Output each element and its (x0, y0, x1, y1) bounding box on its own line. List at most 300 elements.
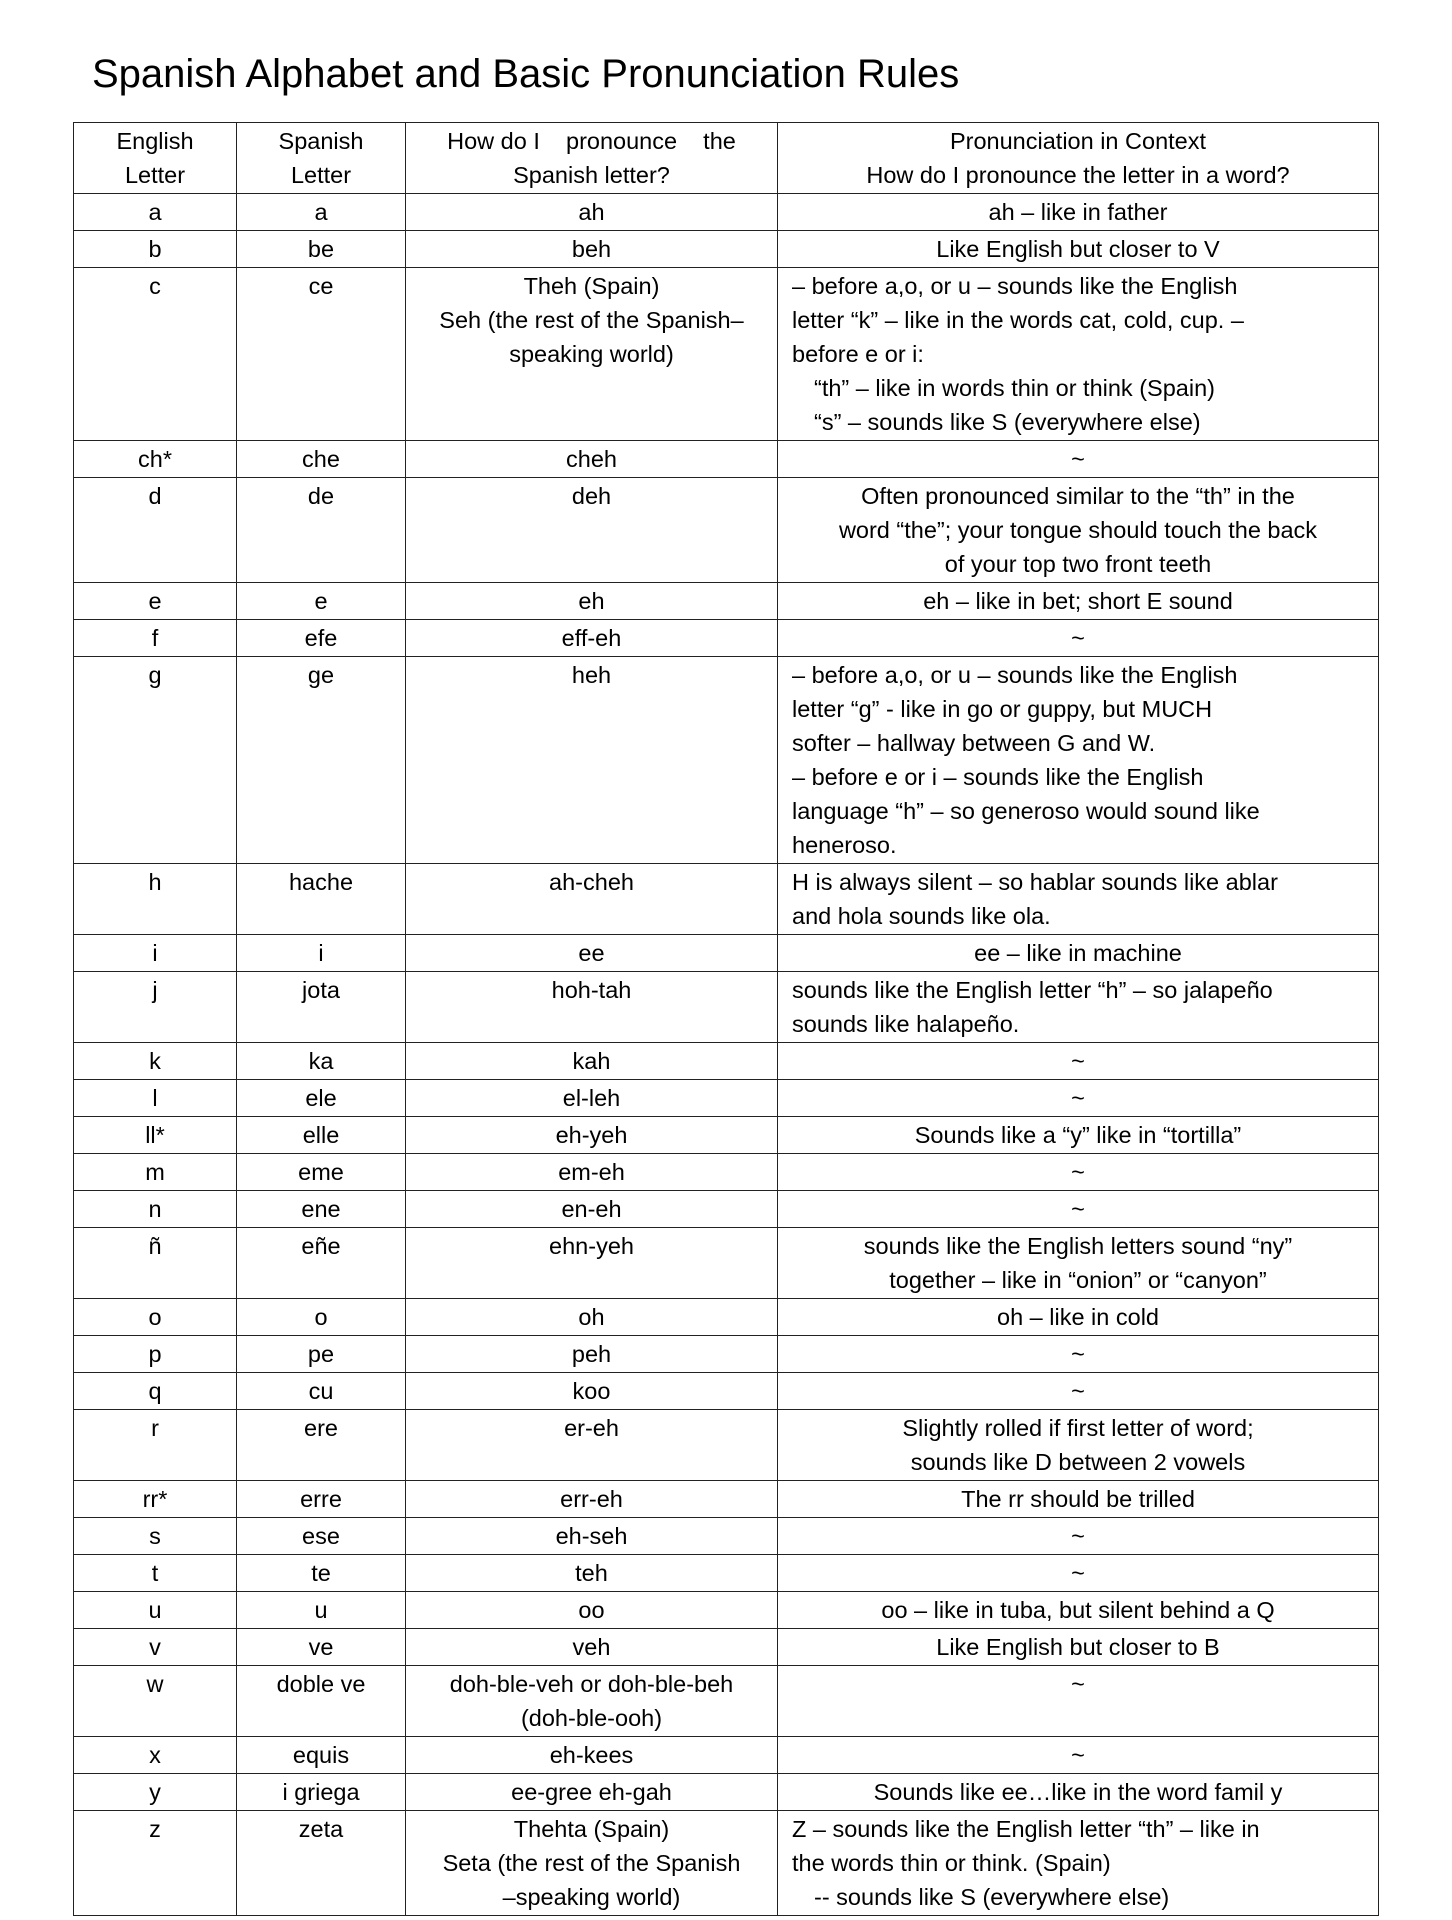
spanish-letter: ve (308, 1634, 334, 1660)
table-row (74, 1555, 1379, 1592)
context-line: ~ (1071, 1341, 1085, 1367)
english-letter-cell (74, 1592, 237, 1629)
english-letter-cell (74, 972, 237, 1043)
table-row (74, 657, 1379, 864)
context-cell (778, 1666, 1379, 1737)
context-cell (778, 1518, 1379, 1555)
context-line: letter “g” - like in go or guppy, but MUCH (792, 696, 1213, 722)
english-letter-cell (74, 1043, 237, 1080)
context-line: word “the”; your tongue should touch the back (838, 517, 1318, 543)
header-spanish-letter (237, 123, 406, 194)
english-letter: z (149, 1816, 161, 1842)
table-row (74, 1481, 1379, 1518)
pronounce-line: eh-kees (549, 1742, 634, 1768)
spanish-letter-cell (237, 1373, 406, 1410)
english-letter: ñ (148, 1233, 162, 1259)
header-line: Letter (124, 162, 186, 188)
context-cell (778, 864, 1379, 935)
pronounce-cell (406, 1043, 778, 1080)
context-line: heneroso. (792, 832, 897, 858)
table-row (74, 935, 1379, 972)
context-line: ~ (1071, 1159, 1085, 1185)
header-line: Spanish (278, 128, 364, 154)
table-row (74, 268, 1379, 441)
pronounce-cell (406, 1336, 778, 1373)
pronounce-cell (406, 972, 778, 1043)
pronounce-cell (406, 935, 778, 972)
spanish-letter-cell (237, 1592, 406, 1629)
table-row (74, 620, 1379, 657)
english-letter-cell (74, 657, 237, 864)
context-line: Sounds like a “y” like in “tortilla” (914, 1122, 1242, 1148)
context-line: Like English but closer to B (936, 1634, 1220, 1660)
table-row (74, 1518, 1379, 1555)
spanish-letter-cell (237, 657, 406, 864)
spanish-letter-cell (237, 1811, 406, 1916)
pronounce-line: oh (578, 1304, 605, 1330)
context-cell (778, 1117, 1379, 1154)
spanish-letter: efe (304, 625, 338, 651)
page-title: Spanish Alphabet and Basic Pronunciation Rules (92, 52, 960, 96)
english-letter: u (148, 1597, 162, 1623)
context-line: ~ (1071, 446, 1085, 472)
pronounce-cell (406, 1518, 778, 1555)
spanish-letter-cell (237, 231, 406, 268)
pronounce-line: koo (572, 1378, 611, 1404)
spanish-letter: che (302, 446, 340, 472)
spanish-letter-cell (237, 1080, 406, 1117)
table-row (74, 194, 1379, 231)
pronounce-line: eh-seh (555, 1523, 628, 1549)
english-letter-cell (74, 1191, 237, 1228)
spanish-letter: erre (300, 1486, 342, 1512)
context-line: ~ (1071, 1378, 1085, 1404)
english-letter-cell (74, 1228, 237, 1299)
spanish-letter-cell (237, 1336, 406, 1373)
spanish-letter: elle (302, 1122, 340, 1148)
context-cell (778, 1191, 1379, 1228)
context-cell (778, 583, 1379, 620)
spanish-letter: cu (308, 1378, 334, 1404)
spanish-letter: i (318, 940, 324, 966)
context-cell (778, 231, 1379, 268)
pronounce-line: oo (578, 1597, 605, 1623)
table-row (74, 583, 1379, 620)
context-cell (778, 441, 1379, 478)
context-line: sounds like the English letters sound “ny” (863, 1233, 1293, 1259)
pronounce-cell (406, 268, 778, 441)
spanish-letter-cell (237, 194, 406, 231)
english-letter-cell (74, 620, 237, 657)
english-letter: r (151, 1415, 159, 1441)
context-line: “s” – sounds like S (everywhere else) (814, 409, 1201, 435)
table-body (74, 194, 1379, 1916)
spanish-letter: i griega (282, 1779, 360, 1805)
spanish-letter-cell (237, 864, 406, 935)
spanish-letter-cell (237, 1666, 406, 1737)
context-cell (778, 1737, 1379, 1774)
pronounce-cell (406, 1811, 778, 1916)
pronounce-cell (406, 1228, 778, 1299)
context-line: Slightly rolled if first letter of word; (902, 1415, 1254, 1441)
context-cell (778, 1080, 1379, 1117)
english-letter: ll* (145, 1122, 165, 1148)
english-letter-cell (74, 1080, 237, 1117)
pronounce-line: Seta (the rest of the Spanish (442, 1850, 741, 1876)
english-letter-cell (74, 1410, 237, 1481)
english-letter: o (148, 1304, 162, 1330)
table-row (74, 1666, 1379, 1737)
spanish-letter: ele (305, 1085, 337, 1111)
context-line: The rr should be trilled (961, 1486, 1195, 1512)
pronounce-line: em-eh (558, 1159, 625, 1185)
header-line: Pronunciation in Context (949, 128, 1207, 154)
table-row (74, 1043, 1379, 1080)
context-cell (778, 1228, 1379, 1299)
pronounce-cell (406, 1191, 778, 1228)
spanish-letter-cell (237, 935, 406, 972)
context-line: H is always silent – so hablar sounds like ablar (792, 869, 1278, 895)
context-line: – before a,o, or u – sounds like the English (792, 662, 1238, 688)
context-line: ah – like in father (988, 199, 1168, 225)
context-line: ~ (1071, 1671, 1085, 1697)
pronounce-line: beh (571, 236, 612, 262)
spanish-letter: ge (307, 662, 335, 688)
context-line: – before e or i – sounds like the English (792, 764, 1204, 790)
pronounce-cell (406, 1154, 778, 1191)
english-letter-cell (74, 1154, 237, 1191)
spanish-letter: ene (301, 1196, 341, 1222)
context-cell (778, 1592, 1379, 1629)
pronounce-line: kah (572, 1048, 611, 1074)
spanish-letter-cell (237, 1629, 406, 1666)
pronounce-line: Theh (Spain) (523, 273, 660, 299)
english-letter-cell (74, 231, 237, 268)
pronounce-line: teh (575, 1560, 608, 1586)
pronounce-cell (406, 1774, 778, 1811)
spanish-letter-cell (237, 1117, 406, 1154)
pronounce-line: ah-cheh (549, 869, 634, 895)
table-row (74, 1737, 1379, 1774)
english-letter-cell (74, 1518, 237, 1555)
english-letter-cell (74, 478, 237, 583)
context-cell (778, 1555, 1379, 1592)
spanish-letter: pe (307, 1341, 335, 1367)
pronounce-line: veh (572, 1634, 611, 1660)
english-letter: m (145, 1159, 165, 1185)
pronounce-cell (406, 441, 778, 478)
pronounce-cell (406, 1629, 778, 1666)
pronounce-cell (406, 1737, 778, 1774)
english-letter-cell (74, 864, 237, 935)
context-cell (778, 1336, 1379, 1373)
context-line: Sounds like ee…like in the word famil y (873, 1779, 1283, 1805)
header-pronunciation-context (778, 123, 1379, 194)
pronounce-cell (406, 1080, 778, 1117)
english-letter: rr* (142, 1486, 168, 1512)
table-row (74, 478, 1379, 583)
context-cell (778, 268, 1379, 441)
alphabet-table (73, 122, 1379, 1916)
english-letter: b (148, 236, 162, 262)
context-cell (778, 1774, 1379, 1811)
header-english-letter (74, 123, 237, 194)
spanish-letter-cell (237, 583, 406, 620)
english-letter: c (149, 273, 161, 299)
spanish-letter-cell (237, 1043, 406, 1080)
context-cell (778, 1481, 1379, 1518)
english-letter-cell (74, 194, 237, 231)
english-letter-cell (74, 935, 237, 972)
english-letter: t (151, 1560, 159, 1586)
context-line: and hola sounds like ola. (792, 903, 1051, 929)
spanish-letter: u (314, 1597, 328, 1623)
english-letter: i (152, 940, 158, 966)
pronounce-cell (406, 583, 778, 620)
context-line: sounds like D between 2 vowels (910, 1449, 1246, 1475)
spanish-letter-cell (237, 1410, 406, 1481)
context-line: eh – like in bet; short E sound (923, 588, 1233, 614)
spanish-letter: jota (302, 977, 340, 1003)
pronounce-cell (406, 1373, 778, 1410)
table-row (74, 1811, 1379, 1916)
pronounce-cell (406, 1555, 778, 1592)
english-letter: f (151, 625, 159, 651)
english-letter-cell (74, 441, 237, 478)
context-line: Often pronounced similar to the “th” in the (861, 483, 1295, 509)
english-letter-cell (74, 1373, 237, 1410)
english-letter: x (149, 1742, 161, 1768)
table-row (74, 441, 1379, 478)
pronounce-line: ah (578, 199, 605, 225)
table-row (74, 864, 1379, 935)
pronounce-line: eh (578, 588, 605, 614)
english-letter: v (149, 1634, 161, 1660)
context-line: -- sounds like S (everywhere else) (814, 1884, 1170, 1910)
context-cell (778, 620, 1379, 657)
pronounce-cell (406, 864, 778, 935)
context-line: ~ (1071, 1523, 1085, 1549)
pronounce-line: er-eh (564, 1415, 619, 1441)
context-cell (778, 1154, 1379, 1191)
header-line: How do I pronounce the (447, 128, 736, 154)
table-row (74, 1629, 1379, 1666)
pronounce-line: err-eh (560, 1486, 623, 1512)
context-line: – before a,o, or u – sounds like the English (792, 273, 1238, 299)
header-row (74, 123, 1379, 194)
context-line: Z – sounds like the English letter “th” – like in (792, 1816, 1260, 1842)
spanish-letter: ka (308, 1048, 334, 1074)
english-letter: d (148, 483, 162, 509)
header-line: Spanish letter? (513, 162, 670, 188)
english-letter-cell (74, 1666, 237, 1737)
pronounce-cell (406, 1592, 778, 1629)
english-letter: y (149, 1779, 161, 1805)
pronounce-line: cheh (566, 446, 617, 472)
english-letter: g (148, 662, 162, 688)
table-row (74, 972, 1379, 1043)
pronounce-line: ehn-yeh (549, 1233, 634, 1259)
spanish-letter: doble ve (276, 1671, 366, 1697)
pronounce-line: (doh-ble-ooh) (520, 1705, 663, 1731)
spanish-letter: a (314, 199, 328, 225)
spanish-letter-cell (237, 1737, 406, 1774)
table-row (74, 231, 1379, 268)
english-letter: ch* (138, 446, 172, 472)
header-how-pronounce (406, 123, 778, 194)
english-letter-cell (74, 1774, 237, 1811)
context-line: oh – like in cold (997, 1304, 1159, 1330)
spanish-letter: equis (292, 1742, 350, 1768)
spanish-letter: eñe (301, 1233, 341, 1259)
table-row (74, 1154, 1379, 1191)
spanish-letter: ere (304, 1415, 338, 1441)
pronounce-line: en-eh (561, 1196, 622, 1222)
context-line: ee – like in machine (974, 940, 1182, 966)
english-letter-cell (74, 583, 237, 620)
context-cell (778, 1629, 1379, 1666)
spanish-letter: o (314, 1304, 328, 1330)
spanish-letter-cell (237, 620, 406, 657)
english-letter: k (149, 1048, 161, 1074)
context-cell (778, 972, 1379, 1043)
pronounce-line: hoh-tah (551, 977, 632, 1003)
spanish-letter-cell (237, 1228, 406, 1299)
pronounce-line: eff-eh (561, 625, 622, 651)
table-row (74, 1592, 1379, 1629)
context-line: oo – like in tuba, but silent behind a Q (881, 1597, 1275, 1623)
spanish-letter-cell (237, 1191, 406, 1228)
spanish-letter: ese (302, 1523, 340, 1549)
context-line: “th” – like in words thin or think (Spain) (814, 375, 1215, 401)
spanish-letter-cell (237, 441, 406, 478)
context-line: sounds like halapeño. (792, 1011, 1020, 1037)
context-line: ~ (1071, 625, 1085, 651)
table-row (74, 1336, 1379, 1373)
context-line: the words thin or think. (Spain) (792, 1850, 1111, 1876)
english-letter: p (148, 1341, 162, 1367)
pronounce-line: heh (571, 662, 612, 688)
pronounce-cell (406, 1299, 778, 1336)
spanish-letter-cell (237, 1481, 406, 1518)
english-letter: l (152, 1085, 158, 1111)
table-row (74, 1228, 1379, 1299)
pronounce-line: –speaking world) (502, 1884, 681, 1910)
english-letter-cell (74, 268, 237, 441)
header-line: English (116, 128, 194, 154)
table-row (74, 1373, 1379, 1410)
pronounce-cell (406, 657, 778, 864)
spanish-letter-cell (237, 478, 406, 583)
english-letter: n (148, 1196, 162, 1222)
context-cell (778, 478, 1379, 583)
context-line: together – like in “onion” or “canyon” (889, 1267, 1267, 1293)
english-letter-cell (74, 1811, 237, 1916)
english-letter: a (148, 199, 162, 225)
context-cell (778, 1299, 1379, 1336)
spanish-letter: te (311, 1560, 331, 1586)
pronounce-line: doh-ble-veh or doh-ble-beh (449, 1671, 734, 1697)
context-cell (778, 935, 1379, 972)
context-cell (778, 194, 1379, 231)
pronounce-cell (406, 194, 778, 231)
spanish-letter: zeta (298, 1816, 344, 1842)
pronounce-line: el-leh (562, 1085, 621, 1111)
spanish-letter-cell (237, 1555, 406, 1592)
spanish-letter-cell (237, 1299, 406, 1336)
english-letter: h (148, 869, 162, 895)
context-line: sounds like the English letter “h” – so jalapeño (792, 977, 1273, 1003)
pronounce-cell (406, 620, 778, 657)
spanish-letter-cell (237, 268, 406, 441)
pronounce-line: peh (571, 1341, 612, 1367)
table-row (74, 1410, 1379, 1481)
spanish-letter: e (314, 588, 328, 614)
pronounce-cell (406, 231, 778, 268)
english-letter: j (152, 977, 158, 1003)
context-line: before e or i: (792, 341, 924, 367)
table-row (74, 1117, 1379, 1154)
pronounce-line: Seh (the rest of the Spanish– (439, 307, 744, 333)
context-line: ~ (1071, 1085, 1085, 1111)
pronounce-cell (406, 478, 778, 583)
spanish-letter-cell (237, 1518, 406, 1555)
pronounce-line: Thehta (Spain) (513, 1816, 670, 1842)
english-letter-cell (74, 1117, 237, 1154)
pronounce-cell (406, 1410, 778, 1481)
context-line: ~ (1071, 1742, 1085, 1768)
table-row (74, 1080, 1379, 1117)
english-letter: w (146, 1671, 164, 1697)
pronounce-line: ee-gree eh-gah (511, 1779, 672, 1805)
spanish-letter: ce (308, 273, 334, 299)
pronounce-cell (406, 1666, 778, 1737)
english-letter-cell (74, 1555, 237, 1592)
context-cell (778, 1043, 1379, 1080)
english-letter: s (149, 1523, 161, 1549)
context-cell (778, 1373, 1379, 1410)
spanish-letter: eme (298, 1159, 344, 1185)
pronounce-line: eh-yeh (555, 1122, 628, 1148)
context-cell (778, 657, 1379, 864)
spanish-letter-cell (237, 972, 406, 1043)
spanish-letter-cell (237, 1774, 406, 1811)
table-row (74, 1191, 1379, 1228)
context-line: softer – hallway between G and W. (792, 730, 1156, 756)
context-line: ~ (1071, 1196, 1085, 1222)
english-letter-cell (74, 1737, 237, 1774)
english-letter: e (148, 588, 162, 614)
table-row (74, 1774, 1379, 1811)
context-line: ~ (1071, 1560, 1085, 1586)
english-letter-cell (74, 1629, 237, 1666)
context-cell (778, 1811, 1379, 1916)
pronounce-line: speaking world) (509, 341, 674, 367)
pronounce-line: ee (578, 940, 605, 966)
spanish-letter-cell (237, 1154, 406, 1191)
context-line: ~ (1071, 1048, 1085, 1074)
english-letter-cell (74, 1481, 237, 1518)
spanish-letter: be (307, 236, 335, 262)
context-line: language “h” – so generoso would sound like (792, 798, 1260, 824)
pronounce-cell (406, 1481, 778, 1518)
english-letter-cell (74, 1299, 237, 1336)
header-line: Letter (290, 162, 352, 188)
header-line: How do I pronounce the letter in a word? (866, 162, 1290, 188)
context-line: of your top two front teeth (944, 551, 1212, 577)
english-letter: q (148, 1378, 162, 1404)
context-line: letter “k” – like in the words cat, cold, cup. – (792, 307, 1244, 333)
